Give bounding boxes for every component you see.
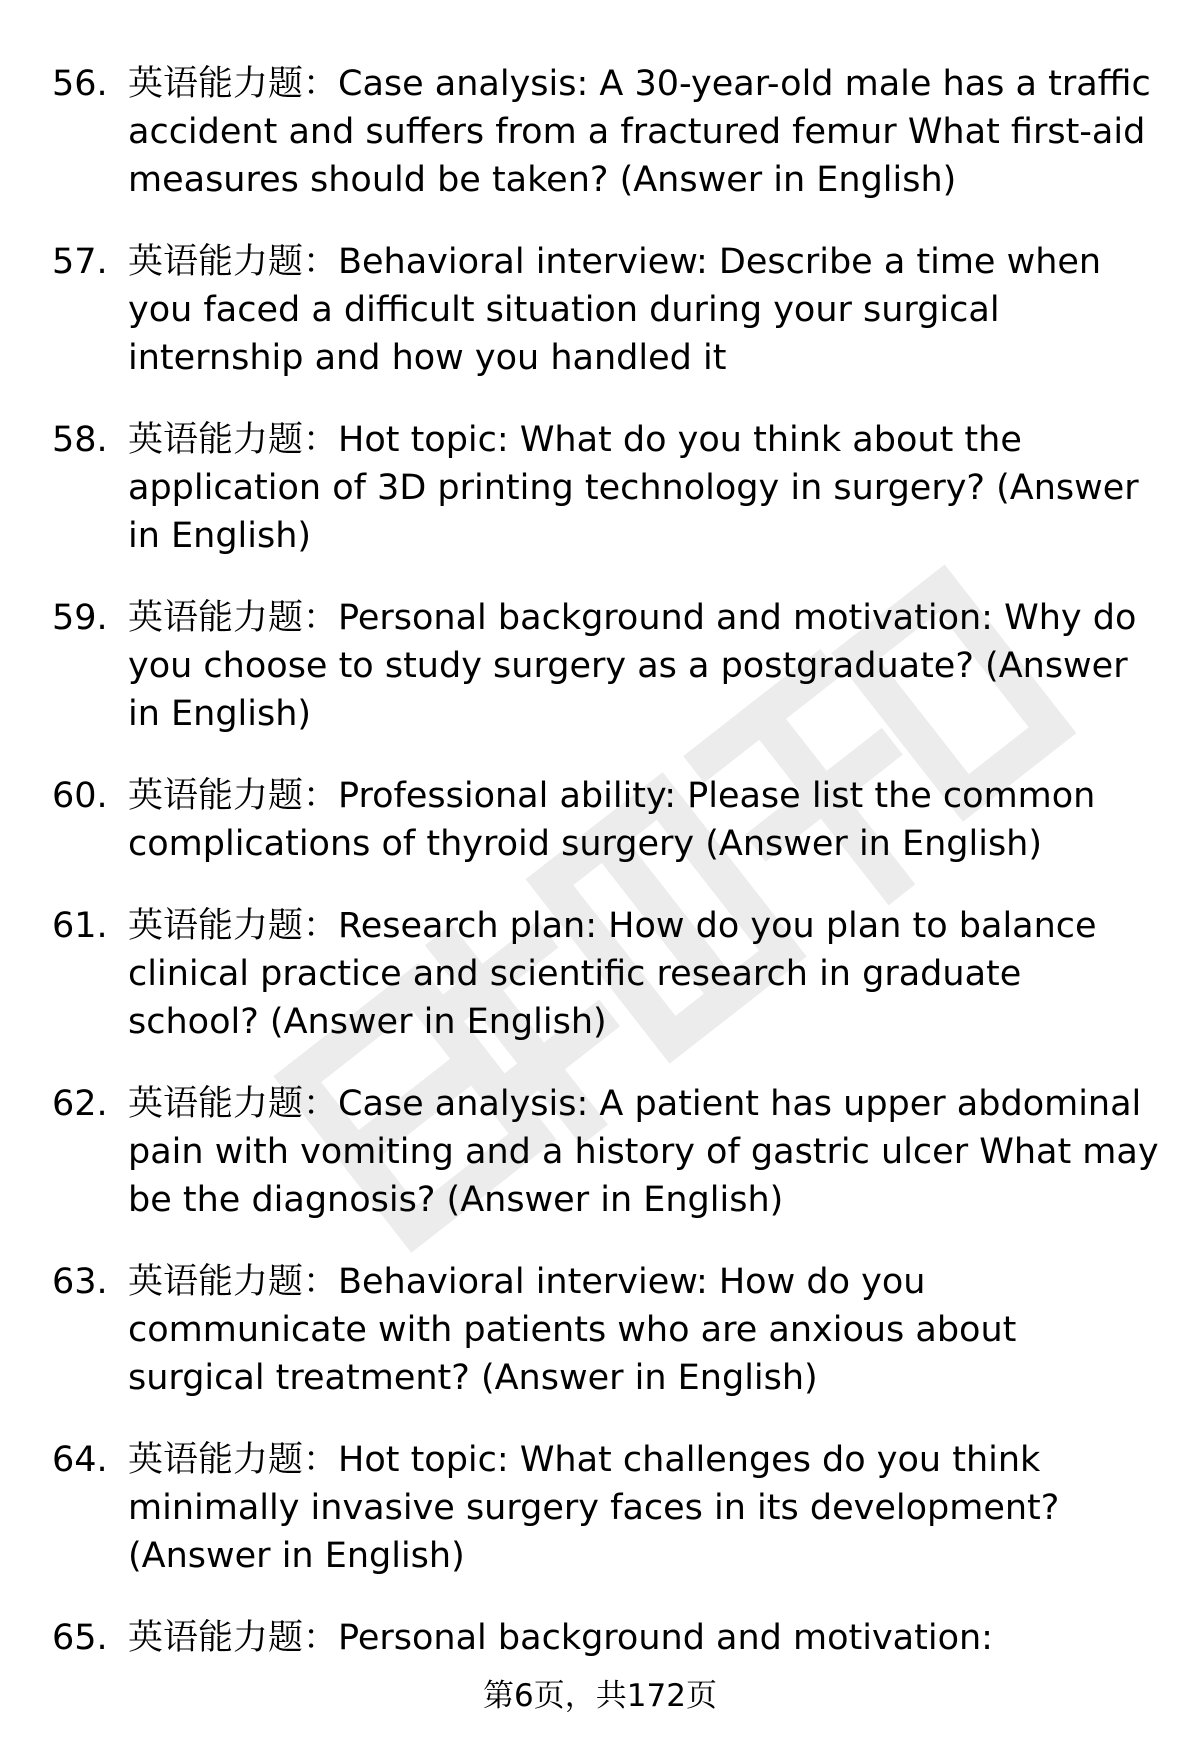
question-item bbox=[0, 1080, 1200, 1224]
question-item bbox=[0, 1614, 1200, 1662]
question-number: 58. bbox=[52, 420, 108, 460]
question-number: 63. bbox=[52, 1262, 108, 1302]
question-list bbox=[0, 60, 1200, 1696]
question-number: 65. bbox=[52, 1618, 108, 1658]
question-text: 英语能力题：Hot topic: What challenges do you think minimally invasive surgery faces in its development? (Answer in English) bbox=[128, 1440, 1060, 1576]
question-item bbox=[0, 238, 1200, 382]
question-number: 64. bbox=[52, 1440, 108, 1480]
question-item bbox=[0, 594, 1200, 738]
question-item bbox=[0, 1436, 1200, 1580]
question-text: 英语能力题：Case analysis: A 30-year-old male has a traffic accident and suffers from a fractured femur What first-aid measures should be taken? (Answer in English) bbox=[128, 64, 1151, 200]
question-text: 英语能力题：Professional ability: Please list the common complications of thyroid surgery (Answer in English) bbox=[128, 776, 1096, 864]
question-text: 英语能力题：Hot topic: What do you think about the application of 3D printing technology in surgery? (Answer in English) bbox=[128, 420, 1139, 556]
question-text: 英语能力题：Research plan: How do you plan to balance clinical practice and scientific research in graduate school? (Answer in English) bbox=[128, 906, 1097, 1042]
question-text: 英语能力题：Behavioral interview: Describe a time when you faced a difficult situation during your surgical internship and how you handled it bbox=[128, 242, 1102, 378]
page-footer: 第6页，共172页 bbox=[483, 1678, 717, 1714]
question-number: 56. bbox=[52, 64, 108, 104]
question-text: 英语能力题：Personal background and motivation: Why do you choose to study surgery as a postgraduate? (Answer in English) bbox=[128, 598, 1137, 734]
question-number: 62. bbox=[52, 1084, 108, 1124]
question-number: 57. bbox=[52, 242, 108, 282]
question-item bbox=[0, 60, 1200, 204]
question-text: 英语能力题：Case analysis: A patient has upper abdominal pain with vomiting and a history of gastric ulcer What may be the diagnosis? (Answer in English) bbox=[128, 1084, 1159, 1220]
question-item bbox=[0, 772, 1200, 868]
question-item bbox=[0, 902, 1200, 1046]
question-item bbox=[0, 416, 1200, 560]
question-number: 61. bbox=[52, 906, 108, 946]
question-text: 英语能力题：Personal background and motivation: bbox=[128, 1618, 993, 1658]
question-number: 60. bbox=[52, 776, 108, 816]
question-text: 英语能力题：Behavioral interview: How do you communicate with patients who are anxious about surgical treatment? (Answer in English) bbox=[128, 1262, 1017, 1398]
question-number: 59. bbox=[52, 598, 108, 638]
question-item bbox=[0, 1258, 1200, 1402]
